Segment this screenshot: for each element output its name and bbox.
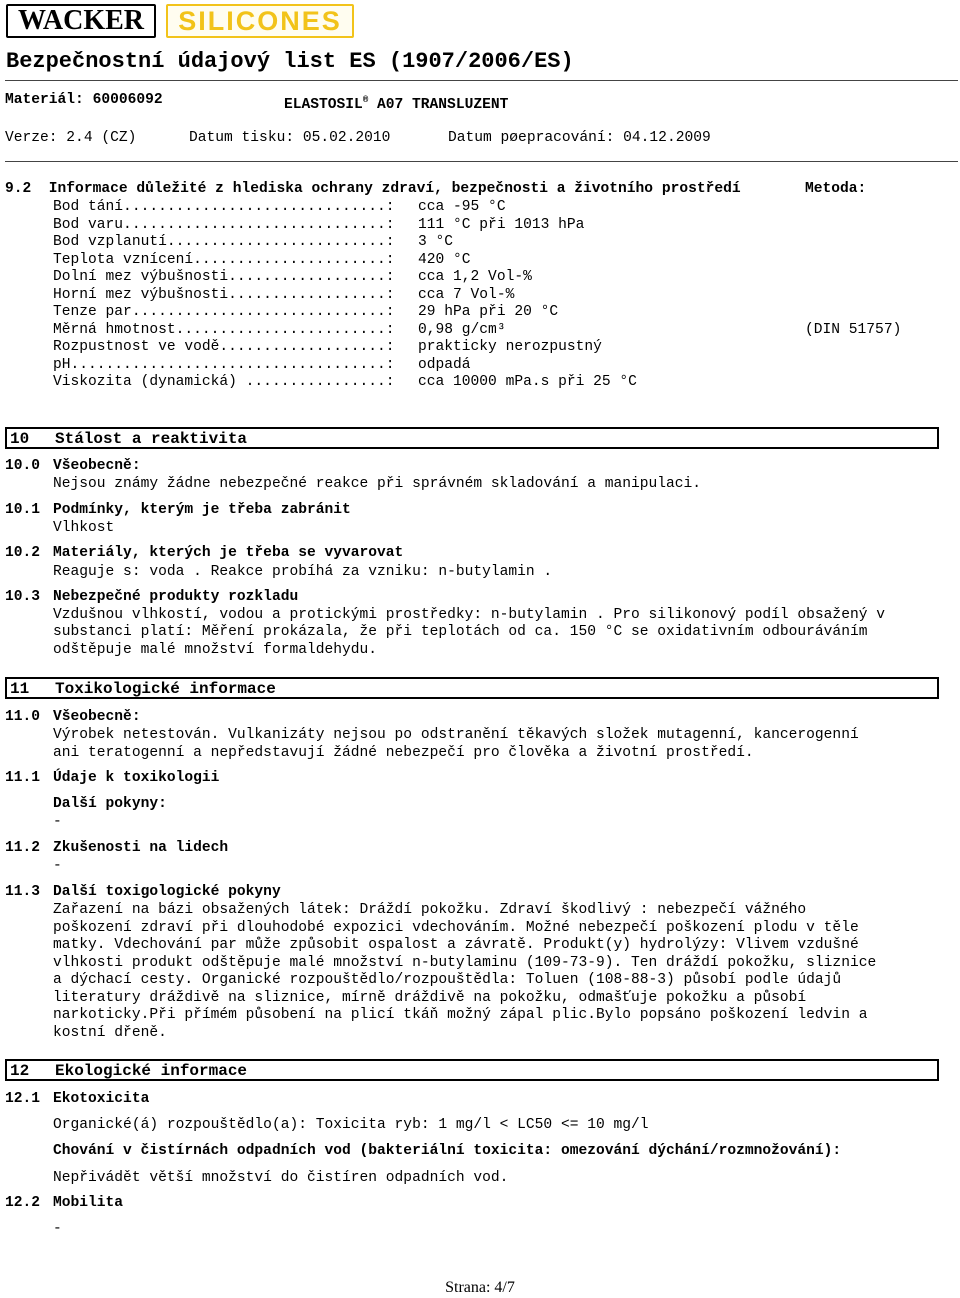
subsection-title: Všeobecně: <box>53 709 141 725</box>
subsection-title: Materiály, kterých je třeba se vyvarovat <box>53 545 404 561</box>
property-value: cca 7 Vol-% <box>418 286 515 303</box>
paragraph-line: narkoticky.Při přímém působení na plicí tkáň možný zápal plic.Bylo popsáno poškození ledvin a <box>53 1007 868 1023</box>
section-12-header <box>5 1059 939 1081</box>
paragraph: Organické(á) rozpouštědlo(a): Toxicita ryb: 1 mg/l < LC50 <= 10 mg/l <box>53 1117 649 1133</box>
section-title: Stálost a reaktivita <box>55 430 248 448</box>
version: Verze: 2.4 (CZ) <box>5 130 137 146</box>
subsection-number: 11.0 <box>5 709 41 725</box>
product-rest <box>368 97 377 113</box>
property-value: cca 10000 mPa.s při 25 °C <box>418 374 637 390</box>
property-label: Viskozita (dynamická) ................: <box>53 374 395 390</box>
silicones-logo: SILICONES <box>166 4 354 38</box>
subsection-title: Údaje k toxikologii <box>53 770 220 786</box>
paragraph-line: odštěpuje malé množství formaldehydu. <box>53 642 378 658</box>
meta-divider <box>5 161 958 162</box>
material-number: Materiál: 60006092 <box>5 92 163 108</box>
registered-mark: ® <box>362 95 369 105</box>
subsection-number: 11.3 <box>5 884 41 900</box>
subsection-title: Zkušenosti na lidech <box>53 840 229 856</box>
paragraph: Nejsou známy žádne nebezpečné reakce při správném skladování a manipulaci. <box>53 476 702 492</box>
product-name <box>284 92 508 114</box>
subsection-title: Všeobecně: <box>53 458 141 474</box>
section-title: Ekologické informace <box>55 1062 248 1080</box>
subsection-number: 10.1 <box>5 502 41 518</box>
property-label: Teplota vznícení......................: <box>53 251 395 268</box>
property-value: cca -95 °C <box>418 199 506 215</box>
paragraph: Reaguje s: voda . Reakce probíhá za vzniku: n-butylamin . <box>53 564 553 580</box>
empty-value: - <box>53 858 62 874</box>
section-title: Toxikologické informace <box>55 680 276 698</box>
property-value: cca 1,2 Vol-% <box>418 269 532 285</box>
section-10-header <box>5 427 939 449</box>
method-label: Metoda: <box>805 181 867 197</box>
property-label: Bod tání..............................: <box>53 199 395 215</box>
property-value: 420 °C <box>418 251 471 268</box>
paragraph-line: matky. Vdechování par může způsobit ospalost a závratě. Produkt(y) hydrolýzy: Vlivem vzdušné <box>53 937 859 953</box>
subsection-number: 10.3 <box>5 589 41 605</box>
paragraph-line: poškození zdraví při dlouhodobé expozici vdechováním. Možné nebezpečí poškození plodu v těle <box>53 919 859 936</box>
subsection-number: 10.0 <box>5 458 41 474</box>
section-number: 11 <box>10 680 30 698</box>
subsection-title: Podmínky, kterým je třeba zabránit <box>53 502 351 518</box>
revision-date: Datum pøepracování: 04.12.2009 <box>448 130 711 146</box>
print-date: Datum tisku: 05.02.2010 <box>189 130 391 146</box>
property-label: Bod vzplanutí.........................: <box>53 234 395 250</box>
subsection-title: Další toxigologické pokyny <box>53 884 281 900</box>
section-number: 10 <box>10 430 30 448</box>
section-11-header <box>5 677 939 699</box>
paragraph: Vlhkost <box>53 520 115 536</box>
property-label: Horní mez výbušnosti..................: <box>53 286 395 303</box>
header-divider <box>5 80 958 81</box>
property-value: 111 °C při 1013 hPa <box>418 216 585 233</box>
property-label: Tenze par.............................: <box>53 304 395 320</box>
subsection-title: Ekotoxicita <box>53 1091 150 1107</box>
subheading: Další pokyny: <box>53 796 167 812</box>
document-title: Bezpečnostní údajový list ES (1907/2006/ES) <box>6 49 574 74</box>
section-9-2-heading: 9.2 Informace důležité z hlediska ochrany zdraví, bezpečnosti a životního prostředí <box>5 181 741 197</box>
paragraph-line: literatury dráždivě na sliznice, mírně dráždivě na pokožku, odmašťuje pokožku a působí <box>53 989 807 1006</box>
property-label: Dolní mez výbušnosti..................: <box>53 269 395 285</box>
subheading: Chování v čistírnách odpadních vod (bakteriální toxicita: omezování dýchání/rozmnožování): <box>53 1143 842 1159</box>
page-number: Strana: 4/7 <box>445 1279 515 1296</box>
empty-value: - <box>53 1221 62 1237</box>
subsection-number: 11.1 <box>5 770 41 786</box>
property-label: pH....................................: <box>53 356 395 373</box>
property-label: Měrná hmotnost........................: <box>53 321 395 338</box>
paragraph-line: Zařazení na bázi obsažených látek: Dráždí pokožku. Zdraví škodlivý : nebezpečí vážného <box>53 902 807 918</box>
section-number: 12 <box>10 1062 30 1080</box>
wacker-logo: WACKER <box>6 4 156 38</box>
property-value: prakticky nerozpustný <box>418 339 602 355</box>
product-brand: ELASTOSIL <box>284 96 363 113</box>
property-value: odpadá <box>418 356 471 373</box>
empty-value: - <box>53 814 62 830</box>
property-label: Rozpustnost ve vodě...................: <box>53 339 395 355</box>
subsection-title: Mobilita <box>53 1195 124 1211</box>
product-variant: A07 TRANSLUZENT <box>377 96 509 113</box>
subsection-title: Nebezpečné produkty rozkladu <box>53 589 299 605</box>
property-value: 29 hPa při 20 °C <box>418 304 559 320</box>
property-value: 0,98 g/cm³ <box>418 321 506 338</box>
paragraph-line: substanci platí: Měření prokázala, že při teplotách od ca. 150 °C se oxidativním odbouráváním <box>53 624 868 640</box>
paragraph-line: kostní dřeně. <box>53 1024 167 1041</box>
paragraph-line: Výrobek netestován. Vulkanizáty nejsou po odstranění těkavých složek mutagenní, kancerogenní <box>53 727 859 743</box>
subsection-number: 12.2 <box>5 1195 41 1211</box>
property-value: 3 °C <box>418 234 454 250</box>
paragraph-line: a dýchací cesty. Organické rozpouštědlo/rozpouštědla: Toluen (108-88-3) působí podle údajů <box>53 972 842 988</box>
paragraph-line: ani teratogenní a nepředstavují žádné nebezpečí pro člověka a životní prostředí. <box>53 745 754 761</box>
subsection-number: 11.2 <box>5 840 41 856</box>
subsection-number: 10.2 <box>5 545 41 561</box>
property-method: (DIN 51757) <box>805 321 902 338</box>
subsection-number: 12.1 <box>5 1091 41 1107</box>
paragraph-line: Vzdušnou vlhkostí, vodou a protickými prostředky: n-butylamin . Pro silikonový podíl obsažený v <box>53 607 885 623</box>
paragraph: Nepřivádět větší množství do čistíren odpadních vod. <box>53 1170 509 1186</box>
property-label: Bod varu..............................: <box>53 216 395 233</box>
paragraph-line: vlhkosti produkt odštěpuje malé množství n-butylaminu (109-73-9). Ten dráždí pokožku, sliznice <box>53 954 877 971</box>
